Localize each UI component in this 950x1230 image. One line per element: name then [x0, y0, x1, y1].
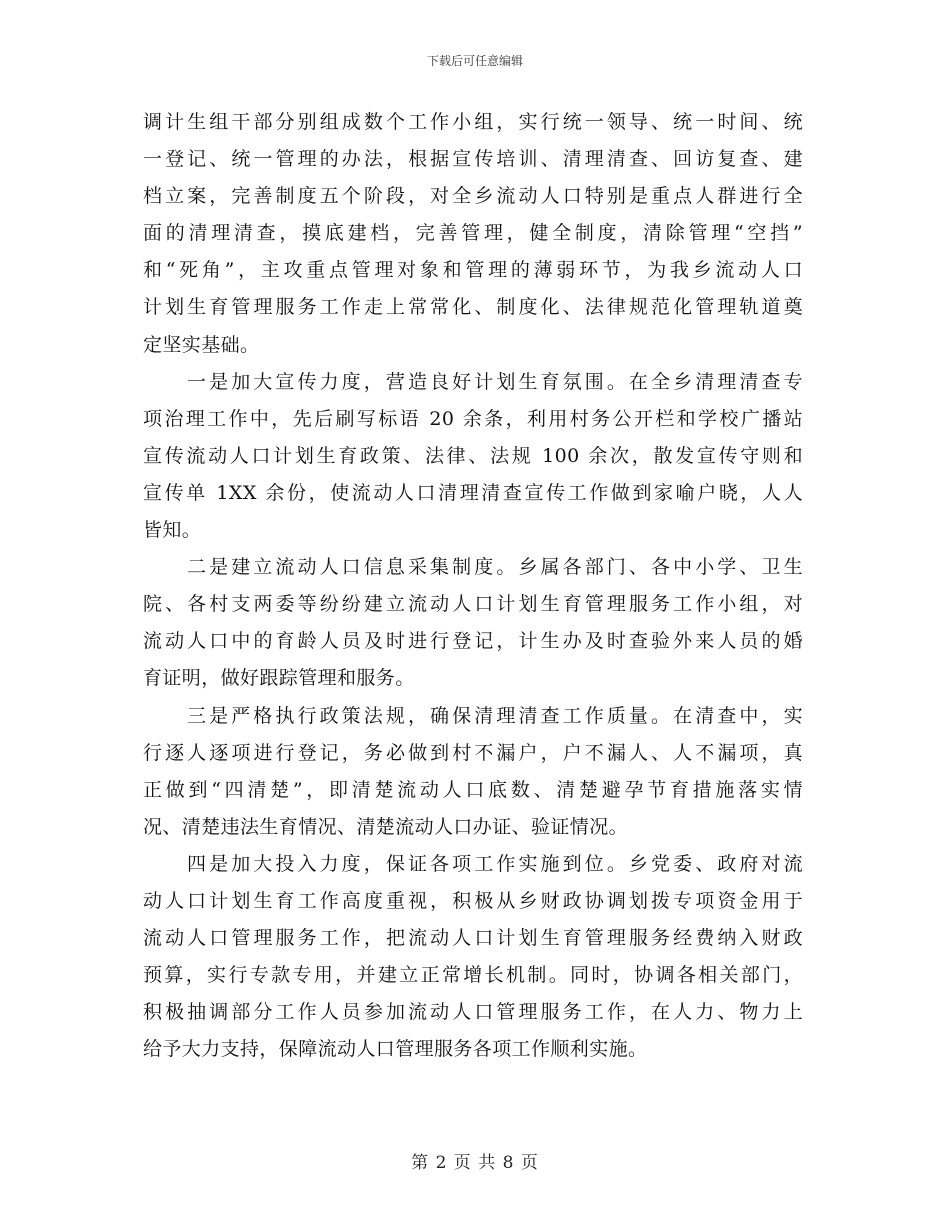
text-line: 动人口计划生育工作高度重视，积极从乡财政协调划拨专项资金用于	[143, 889, 803, 912]
page-header: 下载后可任意编辑	[426, 54, 523, 68]
text-line: 项治理工作中，先后刷写标语 20 余条，利用村务公开栏和学校广播站	[143, 407, 803, 430]
paragraph-info-collection	[143, 549, 803, 697]
text-line: 院、各村支两委等纷纷建立流动人口计划生育管理服务工作小组，对	[143, 593, 803, 616]
text-line: 定坚实基础。	[143, 333, 260, 356]
text-line: 宣传流动人口计划生育政策、法律、法规 100 余次，散发宣传守则和	[143, 444, 803, 467]
text-line: 况、清楚违法生育情况、清楚流动人口办证、验证情况。	[143, 815, 629, 838]
text-line: 一是加大宣传力度，营造良好计划生育氛围。在全乡清理清查专	[187, 370, 803, 393]
page-number: 第 2 页 共 8 页	[411, 1153, 539, 1173]
paragraph-intro	[143, 104, 803, 364]
text-line: 宣传单 1XX 余份，使流动人口清理清查宣传工作做到家喻户晓，人人	[143, 481, 803, 504]
document-body	[143, 104, 803, 1068]
text-line: 给予大力支持，保障流动人口管理服务各项工作顺利实施。	[143, 1038, 648, 1061]
text-line: 积极抽调部分工作人员参加流动人口管理服务工作，在人力、物力上	[143, 1001, 803, 1024]
text-line: 档立案，完善制度五个阶段，对全乡流动人口特别是重点人群进行全	[143, 185, 803, 208]
text-line: 预算，实行专款专用，并建立正常增长机制。同时，协调各相关部门，	[143, 964, 803, 987]
text-line: 三是严格执行政策法规，确保清理清查工作质量。在清查中，实	[187, 704, 803, 727]
text-line: 行逐人逐项进行登记，务必做到村不漏户，户不漏人、人不漏项，真	[143, 741, 803, 764]
paragraph-policy-enforcement	[143, 698, 803, 846]
text-line: 流动人口中的育龄人员及时进行登记，计生办及时查验外来人员的婚	[143, 630, 803, 653]
text-line: 二是建立流动人口信息采集制度。乡属各部门、各中小学、卫生	[187, 556, 803, 579]
text-line: 面的清理清查，摸底建档，完善管理，健全制度，清除管理“空挡”	[143, 222, 803, 245]
text-line: 和“死角”，主攻重点管理对象和管理的薄弱环节，为我乡流动人口	[143, 259, 803, 282]
text-line: 育证明，做好跟踪管理和服务。	[143, 667, 415, 690]
paragraph-publicity	[143, 364, 803, 549]
paragraph-investment	[143, 846, 803, 1069]
text-line: 一登记、统一管理的办法，根据宣传培训、清理清查、回访复查、建	[143, 148, 803, 171]
text-line: 四是加大投入力度，保证各项工作实施到位。乡党委、政府对流	[187, 852, 803, 875]
text-line: 正做到“四清楚”，即清楚流动人口底数、清楚避孕节育措施落实情	[143, 778, 803, 801]
text-line: 调计生组干部分别组成数个工作小组，实行统一领导、统一时间、统	[143, 111, 803, 133]
text-line: 皆知。	[143, 519, 202, 542]
text-line: 计划生育管理服务工作走上常常化、制度化、法律规范化管理轨道奠	[143, 296, 803, 319]
text-line: 流动人口管理服务工作，把流动人口计划生育管理服务经费纳入财政	[143, 927, 803, 950]
